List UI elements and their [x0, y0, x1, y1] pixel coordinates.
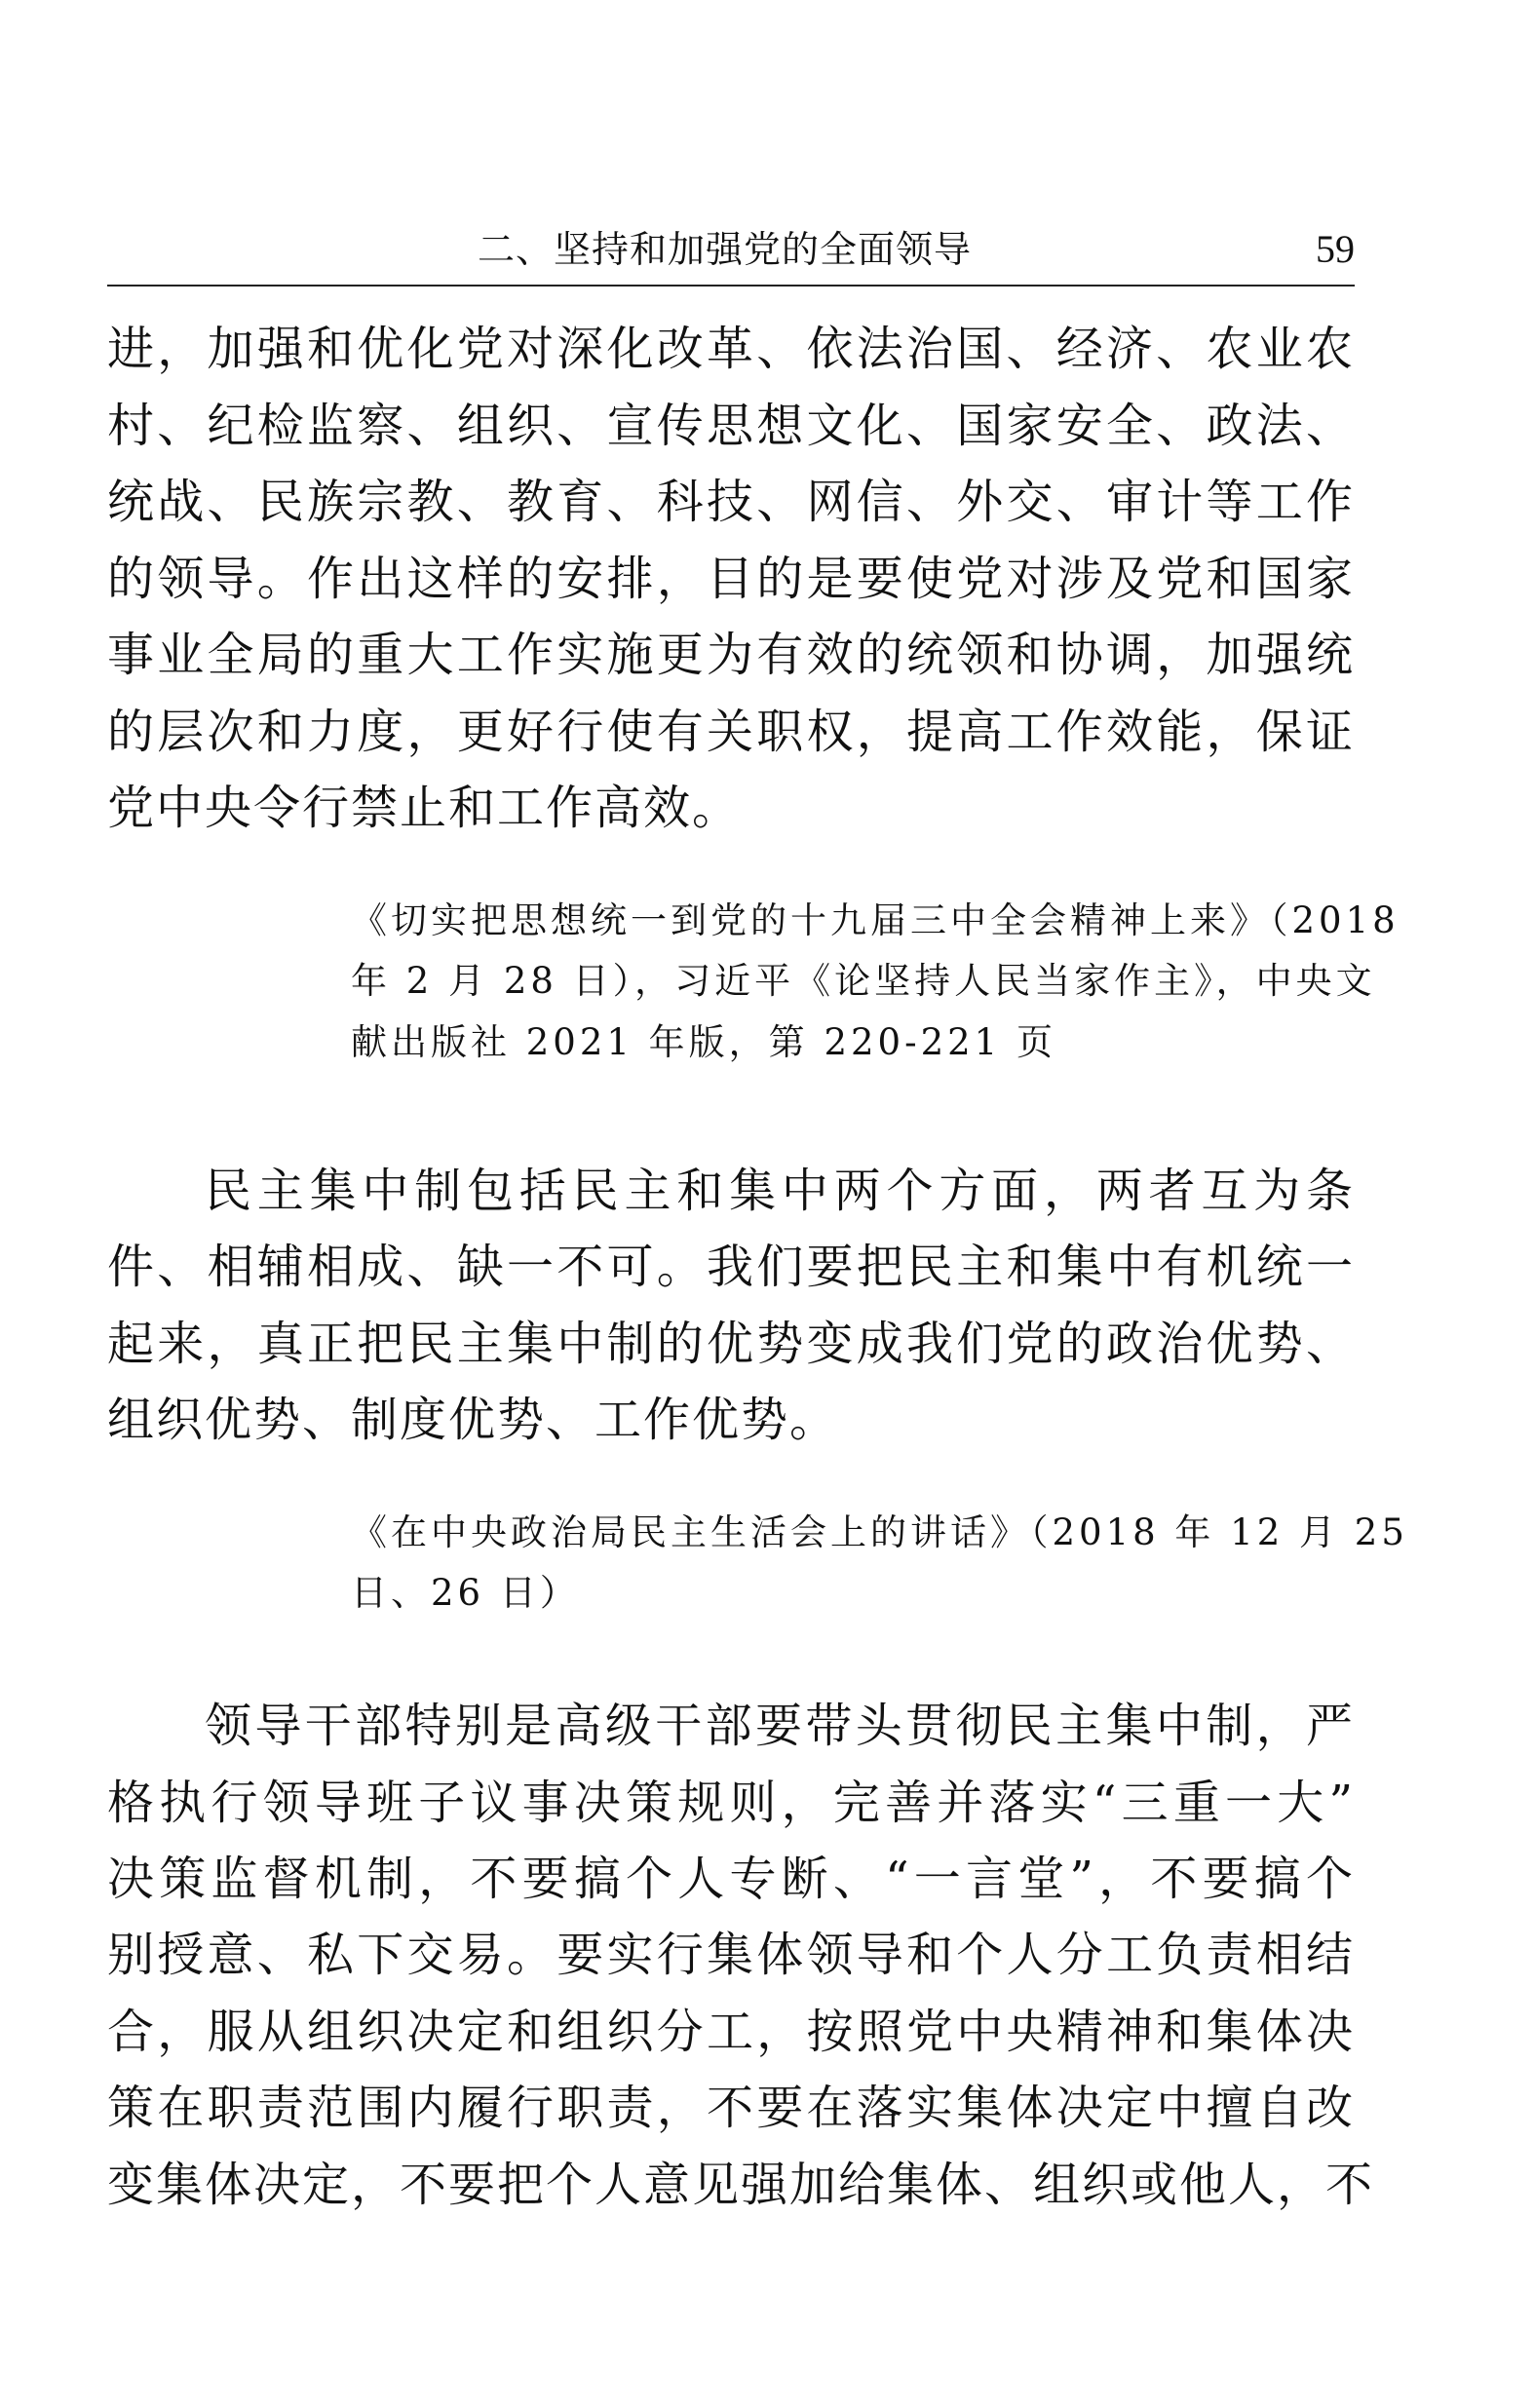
body-line: 起来，真正把民主集中制的优势变成我们党的政治优势、 — [107, 1317, 1355, 1371]
source-citation-line: 日、26 日） — [351, 1572, 580, 1614]
body-line: 的领导。作出这样的安排，目的是要使党对涉及党和国家 — [107, 552, 1355, 606]
body-line: 变集体决定，不要把个人意见强加给集体、组织或他人，不 — [107, 2158, 1375, 2212]
body-line: 别授意、私下交易。要实行集体领导和个人分工负责相结 — [107, 1928, 1355, 1982]
body-line: 合，服从组织决定和组织分工，按照党中央精神和集体决 — [107, 2005, 1355, 2059]
body-line: 格执行领导班子议事决策规则，完善并落实“三重一大” — [107, 1776, 1355, 1830]
body-line: 的层次和力度，更好行使有关职权，提高工作效能，保证 — [107, 705, 1355, 759]
body-line: 件、相辅相成、缺一不可。我们要把民主和集中有机统一 — [107, 1240, 1355, 1294]
page-number: 59 — [1316, 227, 1355, 271]
body-line: 进，加强和优化党对深化改革、依法治国、经济、农业农 — [107, 322, 1355, 376]
body-line: 组织优势、制度优势、工作优势。 — [107, 1393, 839, 1447]
body-line: 民主集中制包括民主和集中两个方面，两者互为条 — [205, 1164, 1355, 1218]
body-line: 村、纪检监察、组织、宣传思想文化、国家安全、政法、 — [107, 399, 1355, 453]
body-line: 统战、民族宗教、教育、科技、网信、外交、审计等工作 — [107, 475, 1355, 529]
body-line: 党中央令行禁止和工作高效。 — [107, 781, 742, 835]
source-citation-line: 献出版社 2021 年版，第 220-221 页 — [351, 1021, 1056, 1063]
running-header — [107, 220, 1355, 279]
body-line: 决策监督机制，不要搞个人专断、“一言堂”，不要搞个 — [107, 1852, 1355, 1906]
source-citation-line: 《切实把思想统一到党的十九届三中全会精神上来》（2018 — [351, 899, 1400, 941]
body-line: 领导干部特别是高级干部要带头贯彻民主集中制，严 — [205, 1699, 1355, 1753]
body-line: 事业全局的重大工作实施更为有效的统领和协调，加强统 — [107, 628, 1355, 682]
source-citation-line: 年 2 月 28 日），习近平《论坚持人民当家作主》，中央文 — [351, 960, 1376, 1002]
body-line: 策在职责范围内履行职责，不要在落实集体决定中擅自改 — [107, 2081, 1355, 2135]
chapter-title: 二、坚持和加强党的全面领导 — [478, 228, 973, 271]
header-rule — [107, 285, 1355, 287]
source-citation-line: 《在中央政治局民主生活会上的讲话》（2018 年 12 月 25 — [351, 1511, 1408, 1553]
